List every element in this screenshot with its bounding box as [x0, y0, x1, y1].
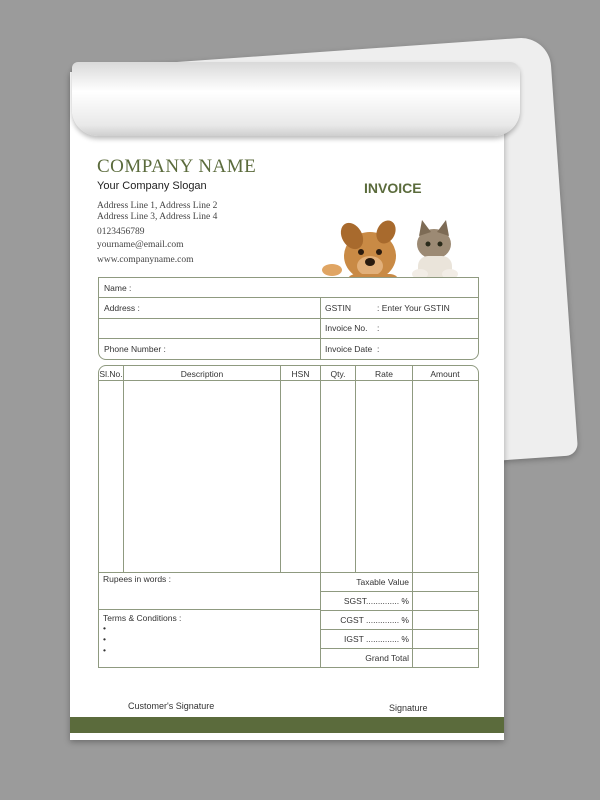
table-header-divider	[98, 380, 478, 381]
terms-divider	[98, 609, 321, 610]
column-header-rate: Rate	[375, 369, 393, 379]
company-slogan: Your Company Slogan	[97, 180, 207, 192]
column-divider	[412, 365, 413, 667]
terms-bullet: •	[103, 645, 106, 655]
column-header-slno: Sl.No.	[99, 369, 123, 379]
grand-total-label: Grand Total	[365, 653, 409, 663]
address-line-2: Address Line 3, Address Line 4	[97, 212, 218, 222]
invoice-date-label: Invoice Date	[325, 344, 373, 354]
totals-row-divider	[320, 610, 478, 611]
divider	[320, 297, 321, 359]
terms-bullet: •	[103, 623, 106, 633]
company-website: www.companyname.com	[97, 255, 194, 265]
totals-row-divider	[320, 591, 478, 592]
page-curl	[72, 62, 520, 136]
rupees-in-words-label: Rupees in words :	[103, 574, 172, 584]
invoice-title: INVOICE	[364, 180, 422, 196]
gstin-label: GSTIN	[325, 303, 351, 313]
address-line-1: Address Line 1, Address Line 2	[97, 201, 218, 211]
column-divider	[355, 365, 356, 572]
sgst-label: SGST.............. %	[343, 596, 409, 606]
column-header-hsn: HSN	[291, 369, 310, 379]
company-email: yourname@email.com	[97, 240, 184, 250]
igst-label: IGST .............. %	[343, 634, 409, 644]
cgst-label: CGST .............. %	[340, 615, 409, 625]
divider	[98, 338, 478, 339]
invoice-date-colon: :	[377, 344, 380, 354]
customer-signature-label: Customer's Signature	[128, 701, 215, 711]
terms-bullet: •	[103, 634, 106, 644]
totals-row-divider	[320, 648, 478, 649]
divider	[98, 297, 478, 298]
signature-label: Signature	[389, 703, 428, 713]
divider	[98, 318, 478, 319]
column-header-amount: Amount	[430, 369, 460, 379]
gstin-value: : Enter Your GSTIN	[377, 303, 450, 313]
invoice-no-colon: :	[377, 323, 380, 333]
phone-number-label: Phone Number :	[104, 344, 166, 354]
company-phone: 0123456789	[97, 227, 145, 237]
column-header-description: Description	[180, 369, 224, 379]
name-label: Name :	[104, 283, 132, 293]
column-divider	[123, 365, 124, 572]
terms-label: Terms & Conditions :	[103, 613, 182, 623]
column-header-qty: Qty.	[330, 369, 346, 379]
totals-row-divider	[320, 629, 478, 630]
footer-bar	[70, 717, 504, 733]
address-label: Address :	[104, 303, 140, 313]
column-divider	[280, 365, 281, 572]
company-name: COMPANY NAME	[97, 156, 257, 177]
invoice-no-label: Invoice No.	[325, 323, 368, 333]
totals-divider	[98, 572, 478, 573]
taxable-value-label: Taxable Value	[356, 577, 409, 587]
